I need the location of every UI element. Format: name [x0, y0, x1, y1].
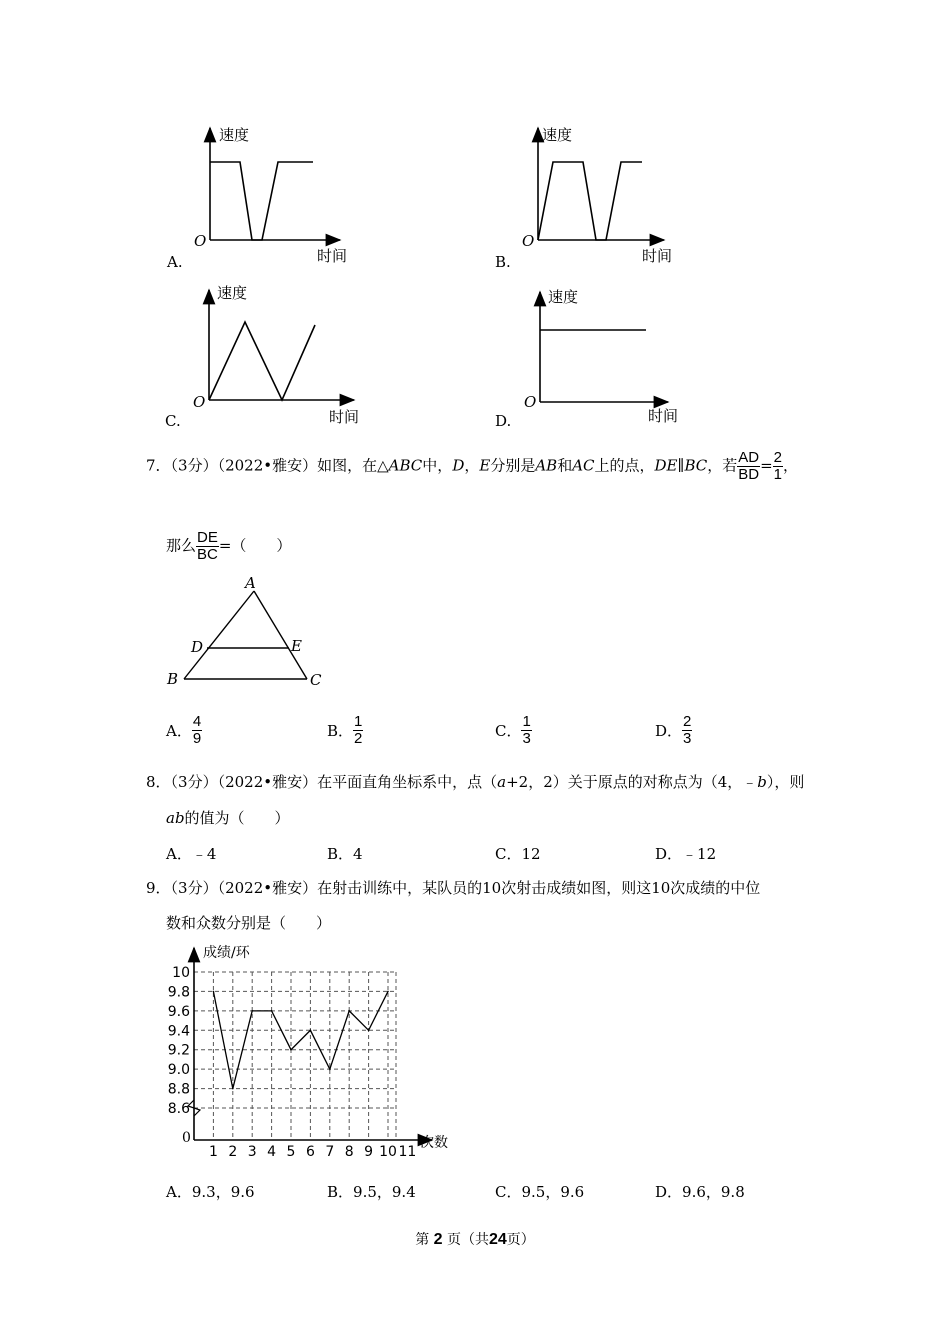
graph-c-xlabel: 时间 — [329, 408, 360, 426]
chart-ylabel: 成绩/环 — [203, 945, 250, 961]
q7-point-a: A — [245, 574, 256, 592]
q8-option-b[interactable]: B．4 — [327, 845, 363, 863]
q7-point-e: E — [291, 637, 302, 655]
chart-series-line — [213, 991, 388, 1088]
q7-option-a[interactable]: A． $\frac{4}{9}$ — [166, 713, 202, 747]
graph-c-origin: O — [193, 393, 206, 411]
chart-point — [348, 1010, 350, 1012]
chart-xtick-label: 2 — [228, 1144, 238, 1160]
chart-xtick-label: 11 — [398, 1144, 417, 1160]
q7-stem: 7．（3分）（2022•雅安）如图，在△ABC中，D，E分别是AB和AC上的点，DE∥BC，若 $\frac{AD}{BD}$ = $\frac{2}{1}$ ， — [146, 449, 799, 483]
q7-option-c-fraction: $\frac{1}{3}$ — [522, 713, 531, 747]
q9-line2: 数和众数分别是（ ） — [166, 914, 332, 932]
q9-score-chart — [160, 940, 480, 1160]
q7-point-d: D — [191, 638, 204, 656]
chart-origin: 0 — [182, 1130, 191, 1146]
q7-line2: 那么 $\frac{DE}{BC}$ =（ ） — [166, 529, 292, 563]
graph-d — [540, 292, 668, 402]
graph-b-ylabel: 速度 — [542, 126, 573, 144]
page-footer: 第 2 页（共24页） — [415, 1231, 535, 1248]
graph-a-label: A. — [167, 253, 183, 271]
q8-stem: 8．（3分）（2022•雅安）在平面直角坐标系中，点（a+2，2）关于原点的对称点为（4，﹣b），则 — [146, 773, 805, 791]
q8-option-c[interactable]: C．12 — [495, 845, 541, 863]
chart-point — [251, 1010, 253, 1012]
graph-d-ylabel: 速度 — [548, 288, 579, 306]
footer-total-pages: 24 — [489, 1231, 507, 1248]
q9-stem: 9．（3分）（2022•雅安）在射击训练中，某队员的10次射击成绩如图，则这10次成绩的中位 — [146, 879, 761, 897]
graph-b-label: B. — [495, 253, 511, 271]
chart-point — [310, 1029, 312, 1031]
graph-b-xlabel: 时间 — [642, 247, 673, 265]
graph-a-origin: O — [194, 232, 207, 250]
q9-option-b[interactable]: B．9.5，9.4 — [327, 1183, 416, 1201]
graph-c-label: C. — [165, 412, 181, 430]
chart-point — [271, 1010, 273, 1012]
chart-point — [290, 1049, 292, 1051]
q7-point-c: C — [310, 671, 322, 689]
chart-xtick-label: 8 — [344, 1144, 354, 1160]
chart-xtick-label: 10 — [379, 1144, 397, 1160]
chart-ytick-label: 9.2 — [167, 1042, 190, 1059]
chart-point — [387, 991, 389, 993]
q9-option-d[interactable]: D．9.6，9.8 — [655, 1183, 745, 1201]
q7-option-d[interactable]: D． $\frac{2}{3}$ — [655, 713, 692, 747]
chart-ytick-label: 9.4 — [167, 1023, 190, 1040]
chart-xtick-label: 1 — [208, 1144, 218, 1160]
q8-option-d[interactable]: D．﹣12 — [655, 845, 717, 863]
chart-xtick-label: 3 — [247, 1144, 257, 1160]
q7-fraction-de-bc: $\frac{DE}{BC}$ — [197, 529, 218, 563]
q9-option-a[interactable]: A．9.3，9.6 — [166, 1183, 255, 1201]
chart-xtick-label: 5 — [286, 1144, 296, 1160]
q9-option-c[interactable]: C．9.5，9.6 — [495, 1183, 585, 1201]
chart-xtick-label: 4 — [267, 1144, 277, 1160]
q7-fraction-ad-bd: $\frac{AD}{BD}$ — [738, 449, 760, 483]
graph-c — [209, 290, 354, 400]
chart-ytick-label: 8.8 — [167, 1081, 190, 1098]
chart-point — [213, 991, 215, 993]
q7-point-b: B — [167, 670, 179, 688]
graph-a-ylabel: 速度 — [219, 126, 250, 144]
graph-d-origin: O — [524, 393, 537, 411]
graph-b-origin: O — [522, 232, 535, 250]
chart-point — [368, 1029, 370, 1031]
q7-option-b[interactable]: B． $\frac{1}{2}$ — [327, 713, 363, 747]
chart-xtick-label: 9 — [364, 1144, 374, 1160]
graph-a-xlabel: 时间 — [317, 247, 348, 265]
chart-point — [329, 1068, 331, 1070]
chart-xtick-label: 6 — [305, 1144, 315, 1160]
graph-c-ylabel: 速度 — [217, 284, 248, 302]
q7-option-a-fraction: $\frac{4}{9}$ — [192, 713, 202, 747]
q8-option-a[interactable]: A．﹣4 — [166, 845, 217, 863]
graph-d-xlabel: 时间 — [648, 407, 679, 425]
q8-line2: ab的值为（ ） — [166, 809, 290, 827]
q7-fraction-2-1: $\frac{2}{1}$ — [773, 449, 783, 483]
chart-xtick-label: 7 — [325, 1144, 335, 1160]
chart-point — [232, 1088, 234, 1090]
q6-graphs — [0, 100, 950, 440]
graph-d-label: D. — [495, 412, 512, 430]
chart-ytick-label: 9.6 — [167, 1003, 190, 1020]
q7-option-d-fraction: $\frac{2}{3}$ — [683, 713, 692, 747]
chart-ytick-label: 8.6 — [167, 1101, 190, 1117]
q7-option-c[interactable]: C． $\frac{1}{3}$ — [495, 713, 531, 747]
q7-option-b-fraction: $\frac{1}{2}$ — [354, 713, 363, 747]
chart-ytick-label: 10 — [172, 965, 190, 981]
chart-xlabel: 次数 — [420, 1135, 448, 1151]
chart-ytick-label: 9.8 — [167, 984, 190, 1001]
footer-page-number: 2 — [433, 1231, 443, 1248]
chart-ytick-label: 9.0 — [167, 1062, 190, 1079]
